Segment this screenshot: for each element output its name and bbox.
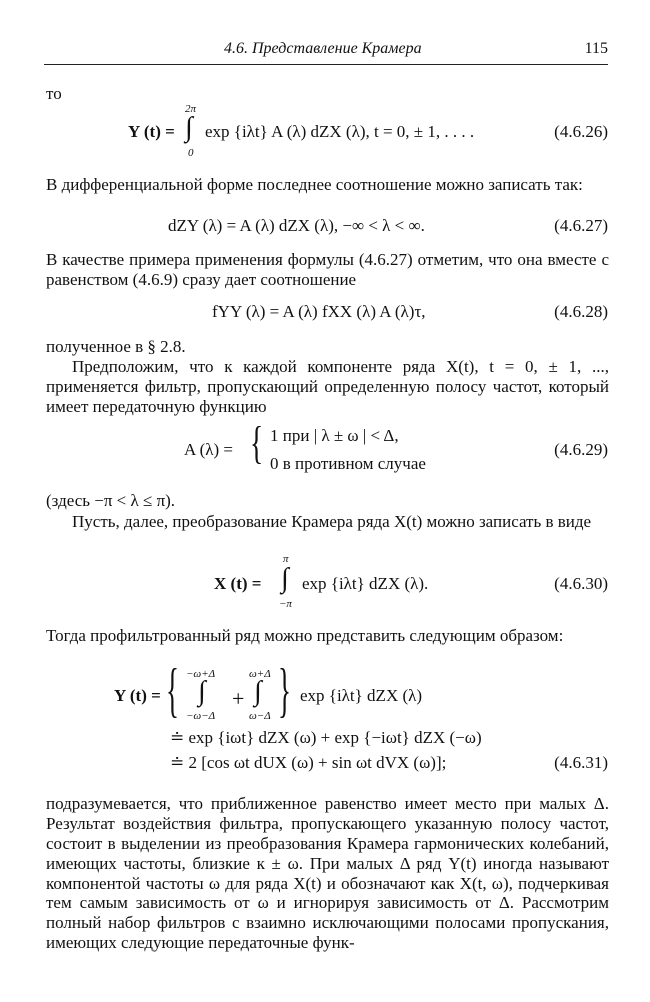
paragraph-suppose: Предположим, что к каждой компоненте ряда X(t), t = 0, ± 1, ..., применяется фильтр, пропускающий определенную полосу частот, который имеет передаточную функцию xyxy=(46,357,609,416)
eq-4-6-30-number: (4.6.30) xyxy=(554,574,608,593)
eq-4-6-31-body-1: exp {iλt} dZX (λ) xyxy=(300,686,423,705)
paragraph-obtained: полученное в § 2.8. xyxy=(46,337,186,356)
eq-4-6-31-line-3: ≐ 2 [cos ωt dUX (ω) + sin ωt dVX (ω)]; xyxy=(170,753,447,772)
eq-4-6-26-body: exp {iλt} A (λ) dZX (λ), t = 0, ± 1, . . . . xyxy=(205,122,475,141)
eq-4-6-29-number: (4.6.29) xyxy=(554,440,608,459)
paragraph-cramer-transform: Пусть, далее, преобразование Крамера ряда X(t) можно записать в виде xyxy=(72,512,592,531)
eq-4-6-26-upper-limit: 2π xyxy=(185,103,197,115)
integral-sign: ∫ xyxy=(185,112,193,143)
integral-sign: ∫ xyxy=(281,563,289,594)
left-brace: { xyxy=(250,417,264,468)
eq-4-6-30-body: exp {iλt} dZX (λ). xyxy=(302,574,429,593)
right-brace: } xyxy=(278,657,291,723)
eq-4-6-31-lower-limit-2: ω−Δ xyxy=(249,710,271,722)
eq-4-6-30-upper-limit: π xyxy=(283,553,289,565)
eq-4-6-28-body: fYY (λ) = A (λ) fXX (λ) A (λ)τ, xyxy=(212,302,426,321)
eq-4-6-26-lhs: Y (t) = xyxy=(128,122,175,141)
paragraph-differential-form: В дифференциальной форме последнее соотношение можно записать так: xyxy=(46,175,583,194)
eq-4-6-30-lower-limit: −π xyxy=(279,598,292,610)
eq-4-6-30-lhs: X (t) = xyxy=(214,574,262,593)
header-title: 4.6. Представление Крамера xyxy=(224,40,422,57)
eq-4-6-26-number: (4.6.26) xyxy=(554,122,608,141)
running-header xyxy=(44,38,608,65)
eq-4-6-31-upper-limit-2: ω+Δ xyxy=(249,668,271,680)
eq-4-6-29-case-1: 1 при | λ ± ω | < Δ, xyxy=(270,426,399,445)
paragraph-filtered-series: Тогда профильтрованный ряд можно представить следующим образом: xyxy=(46,626,564,645)
eq-4-6-29-lhs: A (λ) = xyxy=(184,440,233,459)
paragraph-here: (здесь −π < λ ≤ π). xyxy=(46,491,176,510)
integral-sign: ∫ xyxy=(254,676,262,707)
eq-4-6-27-number: (4.6.27) xyxy=(554,216,608,235)
paragraph-implied: подразумевается, что приближенное равенство имеет место при малых Δ. Результат воздействия фильтра, пропускающего указанную полосу частот, состоит в выделении из преобразования Крамера гармонических колебаний, имеющих частоты, близкие к ± ω. При малых Δ ряд Y(t) иногда называют компонентой частоты ω для ряда X(t) и обозначают как X(t, ω), подчеркивая тем самым зависимость от ω и игнорируя зависимость от Δ. Рассмотрим полный набор фильтров с взаимно исключающими полосами пропускания, имеющих следующие передаточные функ- xyxy=(46,794,609,953)
page-number: 115 xyxy=(584,40,608,57)
eq-4-6-26-lower-limit: 0 xyxy=(188,147,194,159)
eq-4-6-29-case-2: 0 в противном случае xyxy=(270,454,426,473)
eq-4-6-31-number: (4.6.31) xyxy=(554,753,608,772)
eq-4-6-31-lower-limit-1: −ω−Δ xyxy=(186,710,216,722)
paragraph-to: то xyxy=(46,84,62,103)
plus-sign: + xyxy=(232,686,245,711)
eq-4-6-31-line-2: ≐ exp {iωt} dZX (ω) + exp {−iωt} dZX (−ω) xyxy=(170,728,482,747)
paragraph-example: В качестве примера применения формулы (4.6.27) отметим, что она вместе с равенством (4.6.9) сразу дает соотношение xyxy=(46,250,609,289)
integral-sign: ∫ xyxy=(198,676,206,707)
eq-4-6-28-number: (4.6.28) xyxy=(554,302,608,321)
left-brace: { xyxy=(166,657,179,723)
eq-4-6-31-lhs: Y (t) = xyxy=(114,686,161,705)
eq-4-6-31-upper-limit-1: −ω+Δ xyxy=(186,668,216,680)
eq-4-6-27-body: dZY (λ) = A (λ) dZX (λ), −∞ < λ < ∞. xyxy=(168,216,425,235)
